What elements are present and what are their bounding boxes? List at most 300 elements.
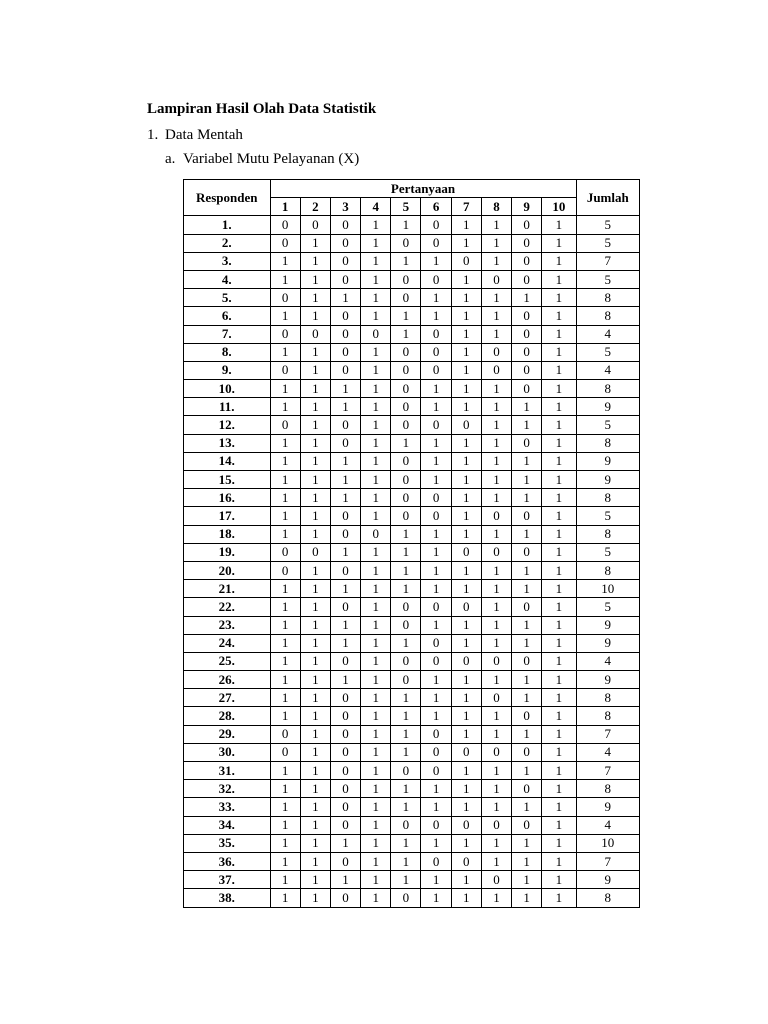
answer-cell: 0: [481, 652, 511, 670]
answer-cell: 0: [391, 889, 421, 907]
answer-cell: 1: [481, 398, 511, 416]
answer-cell: 0: [512, 380, 542, 398]
answer-cell: 1: [391, 834, 421, 852]
answer-cell: 1: [270, 434, 300, 452]
answer-cell: 1: [330, 380, 360, 398]
answer-cell: 1: [421, 798, 451, 816]
table-row: [184, 652, 640, 670]
table-row: [184, 398, 640, 416]
answer-cell: 0: [391, 361, 421, 379]
answer-cell: 1: [481, 416, 511, 434]
answer-cell: 1: [512, 416, 542, 434]
answer-cell: 1: [451, 361, 481, 379]
question-number-header: 3: [330, 198, 360, 216]
total-cell: 10: [576, 580, 639, 598]
answer-cell: 1: [512, 525, 542, 543]
total-cell: 5: [576, 234, 639, 252]
answer-cell: 1: [512, 852, 542, 870]
answer-cell: 1: [481, 289, 511, 307]
answer-cell: 0: [270, 289, 300, 307]
answer-cell: 1: [300, 416, 330, 434]
answer-cell: 0: [512, 543, 542, 561]
answer-cell: 1: [300, 471, 330, 489]
answer-cell: 1: [542, 616, 576, 634]
total-cell: 8: [576, 689, 639, 707]
answer-cell: 0: [330, 270, 360, 288]
answer-cell: 0: [330, 707, 360, 725]
answer-cell: 0: [421, 234, 451, 252]
total-cell: 8: [576, 380, 639, 398]
answer-cell: 0: [512, 743, 542, 761]
answer-cell: 0: [361, 525, 391, 543]
total-cell: 9: [576, 616, 639, 634]
answer-cell: 1: [451, 561, 481, 579]
respondent-number: 36.: [184, 852, 271, 870]
answer-cell: 1: [391, 580, 421, 598]
answer-cell: 1: [270, 270, 300, 288]
table-row: [184, 307, 640, 325]
answer-cell: 1: [512, 452, 542, 470]
answer-cell: 1: [481, 725, 511, 743]
answer-cell: 1: [421, 471, 451, 489]
total-cell: 4: [576, 743, 639, 761]
answer-cell: 1: [300, 816, 330, 834]
answer-cell: 1: [361, 889, 391, 907]
answer-cell: 1: [451, 216, 481, 234]
answer-cell: 1: [391, 689, 421, 707]
answer-cell: 0: [512, 216, 542, 234]
table-row: [184, 780, 640, 798]
respondent-number: 7.: [184, 325, 271, 343]
answer-cell: 1: [361, 762, 391, 780]
answer-cell: 0: [512, 816, 542, 834]
answer-cell: 0: [391, 507, 421, 525]
answer-cell: 1: [481, 434, 511, 452]
subsection-heading: [165, 151, 359, 168]
answer-cell: 0: [481, 543, 511, 561]
answer-cell: 1: [361, 743, 391, 761]
answer-cell: 0: [421, 270, 451, 288]
answer-cell: 0: [451, 652, 481, 670]
answer-cell: 0: [330, 689, 360, 707]
answer-cell: 1: [512, 561, 542, 579]
answer-cell: 0: [421, 816, 451, 834]
answer-cell: 1: [542, 834, 576, 852]
total-cell: 9: [576, 634, 639, 652]
answer-cell: 0: [391, 416, 421, 434]
answer-cell: 1: [542, 525, 576, 543]
answer-cell: 1: [300, 707, 330, 725]
respondent-header: Responden: [184, 180, 271, 216]
answer-cell: 0: [512, 361, 542, 379]
answer-cell: 1: [421, 616, 451, 634]
respondent-number: 26.: [184, 671, 271, 689]
respondent-number: 5.: [184, 289, 271, 307]
answer-cell: 1: [451, 689, 481, 707]
answer-cell: 0: [270, 361, 300, 379]
answer-cell: 1: [512, 634, 542, 652]
answer-cell: 1: [481, 634, 511, 652]
section-title: Data Mentah: [165, 127, 243, 143]
answer-cell: 1: [391, 525, 421, 543]
total-cell: 8: [576, 561, 639, 579]
table-header: [184, 180, 640, 216]
answer-cell: 0: [391, 452, 421, 470]
total-cell: 4: [576, 361, 639, 379]
answer-cell: 0: [330, 216, 360, 234]
answer-cell: 0: [512, 780, 542, 798]
answer-cell: 1: [391, 543, 421, 561]
answer-cell: 0: [391, 270, 421, 288]
answer-cell: 0: [421, 743, 451, 761]
answer-cell: 1: [542, 325, 576, 343]
answer-cell: 1: [270, 580, 300, 598]
answer-cell: 0: [421, 598, 451, 616]
answer-cell: 1: [361, 434, 391, 452]
answer-cell: 1: [542, 561, 576, 579]
answer-cell: 0: [270, 234, 300, 252]
answer-cell: 1: [451, 671, 481, 689]
answer-cell: 1: [421, 289, 451, 307]
total-cell: 8: [576, 780, 639, 798]
answer-cell: 1: [391, 725, 421, 743]
answer-cell: 1: [481, 307, 511, 325]
question-number-header: 2: [300, 198, 330, 216]
answer-cell: 0: [481, 343, 511, 361]
answer-cell: 0: [451, 252, 481, 270]
table-row: [184, 725, 640, 743]
answer-cell: 1: [300, 489, 330, 507]
answer-cell: 1: [542, 871, 576, 889]
answer-cell: 0: [270, 543, 300, 561]
question-number-header: 10: [542, 198, 576, 216]
answer-cell: 1: [481, 616, 511, 634]
respondent-number: 10.: [184, 380, 271, 398]
table-row: [184, 871, 640, 889]
answer-cell: 1: [330, 834, 360, 852]
answer-cell: 1: [481, 452, 511, 470]
table-row: [184, 689, 640, 707]
respondent-number: 18.: [184, 525, 271, 543]
answer-cell: 1: [421, 889, 451, 907]
answer-cell: 0: [451, 852, 481, 870]
answer-cell: 0: [481, 689, 511, 707]
answer-cell: 1: [391, 561, 421, 579]
table-row: [184, 816, 640, 834]
question-number-header: 6: [421, 198, 451, 216]
total-cell: 5: [576, 507, 639, 525]
answer-cell: 1: [451, 398, 481, 416]
answer-cell: 1: [330, 452, 360, 470]
total-cell: 8: [576, 707, 639, 725]
answer-cell: 1: [512, 398, 542, 416]
answer-cell: 0: [270, 325, 300, 343]
answer-cell: 1: [421, 707, 451, 725]
answer-cell: 1: [542, 634, 576, 652]
respondent-number: 13.: [184, 434, 271, 452]
question-number-header: 8: [481, 198, 511, 216]
answer-cell: 0: [330, 507, 360, 525]
answer-cell: 1: [512, 671, 542, 689]
answer-cell: 0: [391, 616, 421, 634]
answer-cell: 1: [300, 889, 330, 907]
table-row: [184, 234, 640, 252]
answer-cell: 1: [361, 598, 391, 616]
answer-cell: 1: [391, 252, 421, 270]
answer-cell: 0: [512, 707, 542, 725]
answer-cell: 1: [451, 270, 481, 288]
answer-cell: 0: [300, 543, 330, 561]
answer-cell: 1: [361, 416, 391, 434]
answer-cell: 0: [330, 416, 360, 434]
answer-cell: 1: [542, 707, 576, 725]
answer-cell: 1: [421, 252, 451, 270]
answer-cell: 1: [421, 834, 451, 852]
answer-cell: 1: [512, 762, 542, 780]
answer-cell: 1: [330, 871, 360, 889]
answer-cell: 0: [330, 252, 360, 270]
answer-cell: 1: [361, 270, 391, 288]
answer-cell: 1: [391, 780, 421, 798]
answer-cell: 1: [300, 798, 330, 816]
answer-cell: 1: [481, 525, 511, 543]
total-cell: 8: [576, 889, 639, 907]
answer-cell: 1: [512, 725, 542, 743]
total-cell: 8: [576, 434, 639, 452]
answer-cell: 0: [512, 434, 542, 452]
answer-cell: 1: [481, 580, 511, 598]
table-body: [184, 216, 640, 907]
total-cell: 7: [576, 252, 639, 270]
answer-cell: 1: [451, 634, 481, 652]
answer-cell: 1: [300, 871, 330, 889]
answer-cell: 1: [391, 743, 421, 761]
respondent-number: 16.: [184, 489, 271, 507]
answer-cell: 0: [512, 343, 542, 361]
table-row: [184, 616, 640, 634]
answer-cell: 1: [361, 398, 391, 416]
answer-cell: 1: [270, 598, 300, 616]
answer-cell: 1: [542, 380, 576, 398]
answer-cell: 1: [270, 762, 300, 780]
answer-cell: 1: [361, 834, 391, 852]
answer-cell: 0: [330, 816, 360, 834]
answer-cell: 1: [451, 725, 481, 743]
answer-cell: 1: [451, 343, 481, 361]
answer-cell: 1: [421, 380, 451, 398]
answer-cell: 1: [361, 489, 391, 507]
answer-cell: 0: [361, 325, 391, 343]
answer-cell: 0: [330, 725, 360, 743]
answer-cell: 0: [421, 507, 451, 525]
table-row: [184, 580, 640, 598]
answer-cell: 1: [270, 471, 300, 489]
answer-cell: 0: [330, 852, 360, 870]
answer-cell: 0: [330, 525, 360, 543]
respondent-number: 30.: [184, 743, 271, 761]
answer-cell: 1: [481, 234, 511, 252]
answer-cell: 1: [481, 762, 511, 780]
answer-cell: 1: [512, 289, 542, 307]
answer-cell: 1: [481, 489, 511, 507]
question-group-header: Pertanyaan: [270, 180, 576, 198]
answer-cell: 1: [481, 834, 511, 852]
answer-cell: 0: [300, 325, 330, 343]
answer-cell: 1: [330, 289, 360, 307]
answer-cell: 1: [300, 616, 330, 634]
answer-cell: 1: [300, 780, 330, 798]
answer-cell: 1: [270, 671, 300, 689]
answer-cell: 1: [361, 216, 391, 234]
respondent-number: 27.: [184, 689, 271, 707]
respondent-number: 17.: [184, 507, 271, 525]
table-row: [184, 270, 640, 288]
answer-cell: 0: [300, 216, 330, 234]
respondent-number: 2.: [184, 234, 271, 252]
answer-cell: 1: [542, 671, 576, 689]
answer-cell: 1: [270, 507, 300, 525]
section-number: 1.: [147, 127, 159, 143]
answer-cell: 1: [451, 871, 481, 889]
respondent-number: 8.: [184, 343, 271, 361]
answer-cell: 1: [270, 452, 300, 470]
answer-cell: 1: [542, 452, 576, 470]
answer-cell: 1: [330, 543, 360, 561]
respondent-number: 1.: [184, 216, 271, 234]
question-number-header: 5: [391, 198, 421, 216]
answer-cell: 1: [542, 216, 576, 234]
answer-cell: 1: [270, 252, 300, 270]
answer-cell: 1: [361, 234, 391, 252]
answer-cell: 1: [361, 725, 391, 743]
answer-cell: 1: [330, 634, 360, 652]
total-cell: 9: [576, 452, 639, 470]
respondent-number: 21.: [184, 580, 271, 598]
total-cell: 4: [576, 325, 639, 343]
answer-cell: 1: [542, 507, 576, 525]
answer-cell: 1: [391, 871, 421, 889]
answer-cell: 1: [361, 798, 391, 816]
answer-cell: 1: [542, 780, 576, 798]
table-row: [184, 380, 640, 398]
answer-cell: 1: [451, 307, 481, 325]
respondent-number: 3.: [184, 252, 271, 270]
answer-cell: 0: [512, 325, 542, 343]
total-cell: 4: [576, 816, 639, 834]
table-row: [184, 325, 640, 343]
total-cell: 5: [576, 598, 639, 616]
answer-cell: 1: [361, 671, 391, 689]
answer-cell: 0: [481, 361, 511, 379]
answer-cell: 1: [481, 325, 511, 343]
answer-cell: 1: [542, 889, 576, 907]
table-row: [184, 543, 640, 561]
answer-cell: 0: [330, 780, 360, 798]
subsection-title: Variabel Mutu Pelayanan (X): [183, 151, 360, 167]
answer-cell: 1: [361, 507, 391, 525]
answer-cell: 1: [391, 434, 421, 452]
total-cell: 8: [576, 489, 639, 507]
answer-cell: 0: [481, 816, 511, 834]
answer-cell: 1: [542, 798, 576, 816]
table-row: [184, 762, 640, 780]
answer-cell: 0: [330, 598, 360, 616]
answer-cell: 0: [330, 652, 360, 670]
answer-cell: 1: [481, 852, 511, 870]
answer-cell: 1: [270, 689, 300, 707]
answer-cell: 0: [391, 471, 421, 489]
answer-cell: 1: [300, 289, 330, 307]
answer-cell: 1: [270, 834, 300, 852]
answer-cell: 1: [330, 616, 360, 634]
total-cell: 5: [576, 343, 639, 361]
answer-cell: 1: [270, 816, 300, 834]
answer-cell: 0: [391, 671, 421, 689]
table-row: [184, 634, 640, 652]
answer-cell: 1: [451, 525, 481, 543]
table-row: [184, 252, 640, 270]
answer-cell: 1: [542, 725, 576, 743]
answer-cell: 0: [421, 361, 451, 379]
answer-cell: 1: [391, 798, 421, 816]
answer-cell: 1: [481, 671, 511, 689]
answer-cell: 1: [391, 307, 421, 325]
answer-cell: 1: [330, 671, 360, 689]
answer-cell: 0: [330, 762, 360, 780]
answer-cell: 0: [391, 398, 421, 416]
answer-cell: 1: [300, 561, 330, 579]
answer-cell: 1: [361, 689, 391, 707]
table-row: [184, 798, 640, 816]
answer-cell: 1: [300, 252, 330, 270]
answer-cell: 1: [481, 707, 511, 725]
answer-cell: 1: [542, 743, 576, 761]
answer-cell: 0: [512, 252, 542, 270]
answer-cell: 1: [270, 525, 300, 543]
answer-cell: 1: [300, 361, 330, 379]
answer-cell: 1: [361, 707, 391, 725]
answer-cell: 1: [542, 762, 576, 780]
answer-cell: 1: [270, 343, 300, 361]
answer-cell: 0: [512, 307, 542, 325]
total-cell: 7: [576, 725, 639, 743]
answer-cell: 1: [451, 452, 481, 470]
answer-cell: 1: [451, 762, 481, 780]
respondent-number: 22.: [184, 598, 271, 616]
answer-cell: 1: [451, 489, 481, 507]
answer-cell: 0: [421, 634, 451, 652]
answer-cell: 1: [421, 307, 451, 325]
answer-cell: 1: [421, 689, 451, 707]
answer-cell: 0: [330, 743, 360, 761]
answer-cell: 1: [451, 798, 481, 816]
answer-cell: 1: [300, 525, 330, 543]
answer-cell: 1: [300, 507, 330, 525]
answer-cell: 1: [542, 489, 576, 507]
answer-cell: 0: [512, 507, 542, 525]
answer-cell: 1: [270, 307, 300, 325]
table-row: [184, 289, 640, 307]
respondent-number: 31.: [184, 762, 271, 780]
answer-cell: 1: [300, 343, 330, 361]
respondent-number: 23.: [184, 616, 271, 634]
answer-cell: 0: [330, 361, 360, 379]
answer-cell: 1: [300, 689, 330, 707]
respondent-number: 19.: [184, 543, 271, 561]
answer-cell: 1: [512, 580, 542, 598]
respondent-number: 32.: [184, 780, 271, 798]
answer-cell: 0: [391, 343, 421, 361]
